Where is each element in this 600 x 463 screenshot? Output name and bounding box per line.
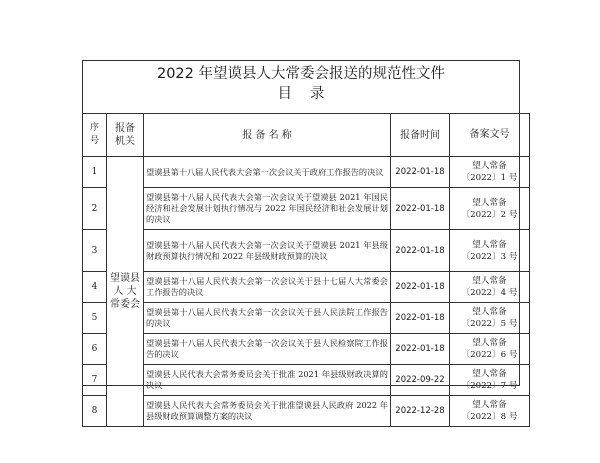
document-title: 2022 年望谟县人大常委会报送的规范性文件: [156, 66, 445, 82]
reference-number: 〔2022〕3 号: [461, 251, 518, 262]
reference-number: 〔2022〕7 号: [461, 381, 518, 391]
row-number: 3: [83, 230, 107, 272]
row-number: 6: [83, 334, 107, 365]
filing-reference: [450, 230, 530, 272]
row-number: 2: [83, 188, 107, 230]
document-name: 望谟县人民代表大会常务委员会关于批准望谟县人民政府 2022 年县级财政预算调整方案的决议: [144, 396, 391, 427]
table-row: [83, 157, 530, 188]
table-row: [83, 272, 530, 303]
filing-reference: [450, 157, 530, 188]
reference-prefix: 望人常备: [472, 161, 507, 171]
reference-number: 〔2022〕4 号: [461, 288, 518, 298]
document-subtitle: 目录: [277, 86, 343, 102]
document-name: 望谟县第十八届人民代表大会第一次会议关于县人民法院工作报告的决议: [144, 303, 391, 334]
filing-reference: [450, 188, 530, 230]
row-number: 5: [83, 303, 107, 334]
reference-number: 〔2022〕6 号: [461, 350, 518, 360]
table-row: [83, 188, 530, 230]
reference-prefix: 望人常备: [472, 338, 507, 348]
header-time: 报备时间: [391, 114, 450, 157]
reference-number: 〔2022〕2 号: [461, 209, 518, 220]
filing-date: 2022-01-18: [391, 303, 450, 334]
filing-reference: [450, 303, 530, 334]
filing-date: 2022-01-18: [391, 188, 450, 230]
reference-number: 〔2022〕8 号: [461, 412, 518, 422]
document-name: 望谟县第十八届人民代表大会第一次会议关于望谟县 2021 年县级财政预算执行情况和 2022 年县级财政预算的决议: [144, 230, 391, 272]
table-row: [83, 334, 530, 365]
header-no: 序 号: [83, 114, 107, 157]
filing-organ-line: 人 大: [113, 286, 137, 297]
filing-date: 2022-09-22: [391, 365, 450, 396]
header-org: 报备 机关: [107, 114, 144, 157]
document-name: 望谟县第十八届人民代表大会第一次会议关于望谟县 2021 年国民经济和社会发展计划执行情况与 2022 年国民经济和社会发展计划的决议: [144, 188, 391, 230]
reference-number: 〔2022〕5 号: [461, 319, 518, 329]
document-name: 望谟县人民代表大会常务委员会关于批准 2021 年县级财政决算的决议: [144, 365, 391, 396]
filing-date: 2022-01-18: [391, 334, 450, 365]
header-ref: 备案文号: [450, 114, 530, 157]
filing-reference: [450, 365, 530, 396]
reference-prefix: 望人常备: [472, 369, 507, 379]
filing-reference: [450, 272, 530, 303]
row-number: 1: [83, 157, 107, 188]
document-name: 望谟县第十八届人民代表大会第一次会议关于县人民检察院工作报告的决议: [144, 334, 391, 365]
filing-date: 2022-01-18: [391, 230, 450, 272]
filing-reference: [450, 334, 530, 365]
reference-prefix: 望人常备: [472, 276, 507, 286]
filing-organ: [107, 157, 144, 427]
filing-reference: [450, 396, 530, 427]
document-sheet: [82, 60, 520, 422]
reference-prefix: 望人常备: [472, 307, 507, 317]
filing-date: 2022-01-18: [391, 272, 450, 303]
table-row: [83, 303, 530, 334]
row-number: 7: [83, 365, 107, 396]
reference-number: 〔2022〕1 号: [461, 173, 518, 183]
row-number: 4: [83, 272, 107, 303]
row-number: 8: [83, 396, 107, 427]
filing-organ-line: 望谟县: [110, 273, 140, 284]
document-name: 望谟县第十八届人民代表大会第一次会议关于政府工作报告的决议: [144, 157, 391, 188]
catalog-table: [82, 113, 530, 427]
filing-date: 2022-12-28: [391, 396, 450, 427]
table-row: [83, 230, 530, 272]
header-name: 报 备 名 称: [144, 114, 391, 157]
table-row: [83, 365, 530, 396]
reference-prefix: 望人常备: [472, 197, 507, 208]
table-row: [83, 396, 530, 427]
reference-prefix: 望人常备: [472, 400, 507, 410]
header-row: [83, 114, 530, 157]
document-name: 望谟县第十八届人民代表大会第一次会议关于县十七届人大常委会工作报告的决议: [144, 272, 391, 303]
reference-prefix: 望人常备: [472, 239, 507, 250]
filing-date: 2022-01-18: [391, 157, 450, 188]
filing-organ-line: 常委会: [110, 299, 140, 310]
